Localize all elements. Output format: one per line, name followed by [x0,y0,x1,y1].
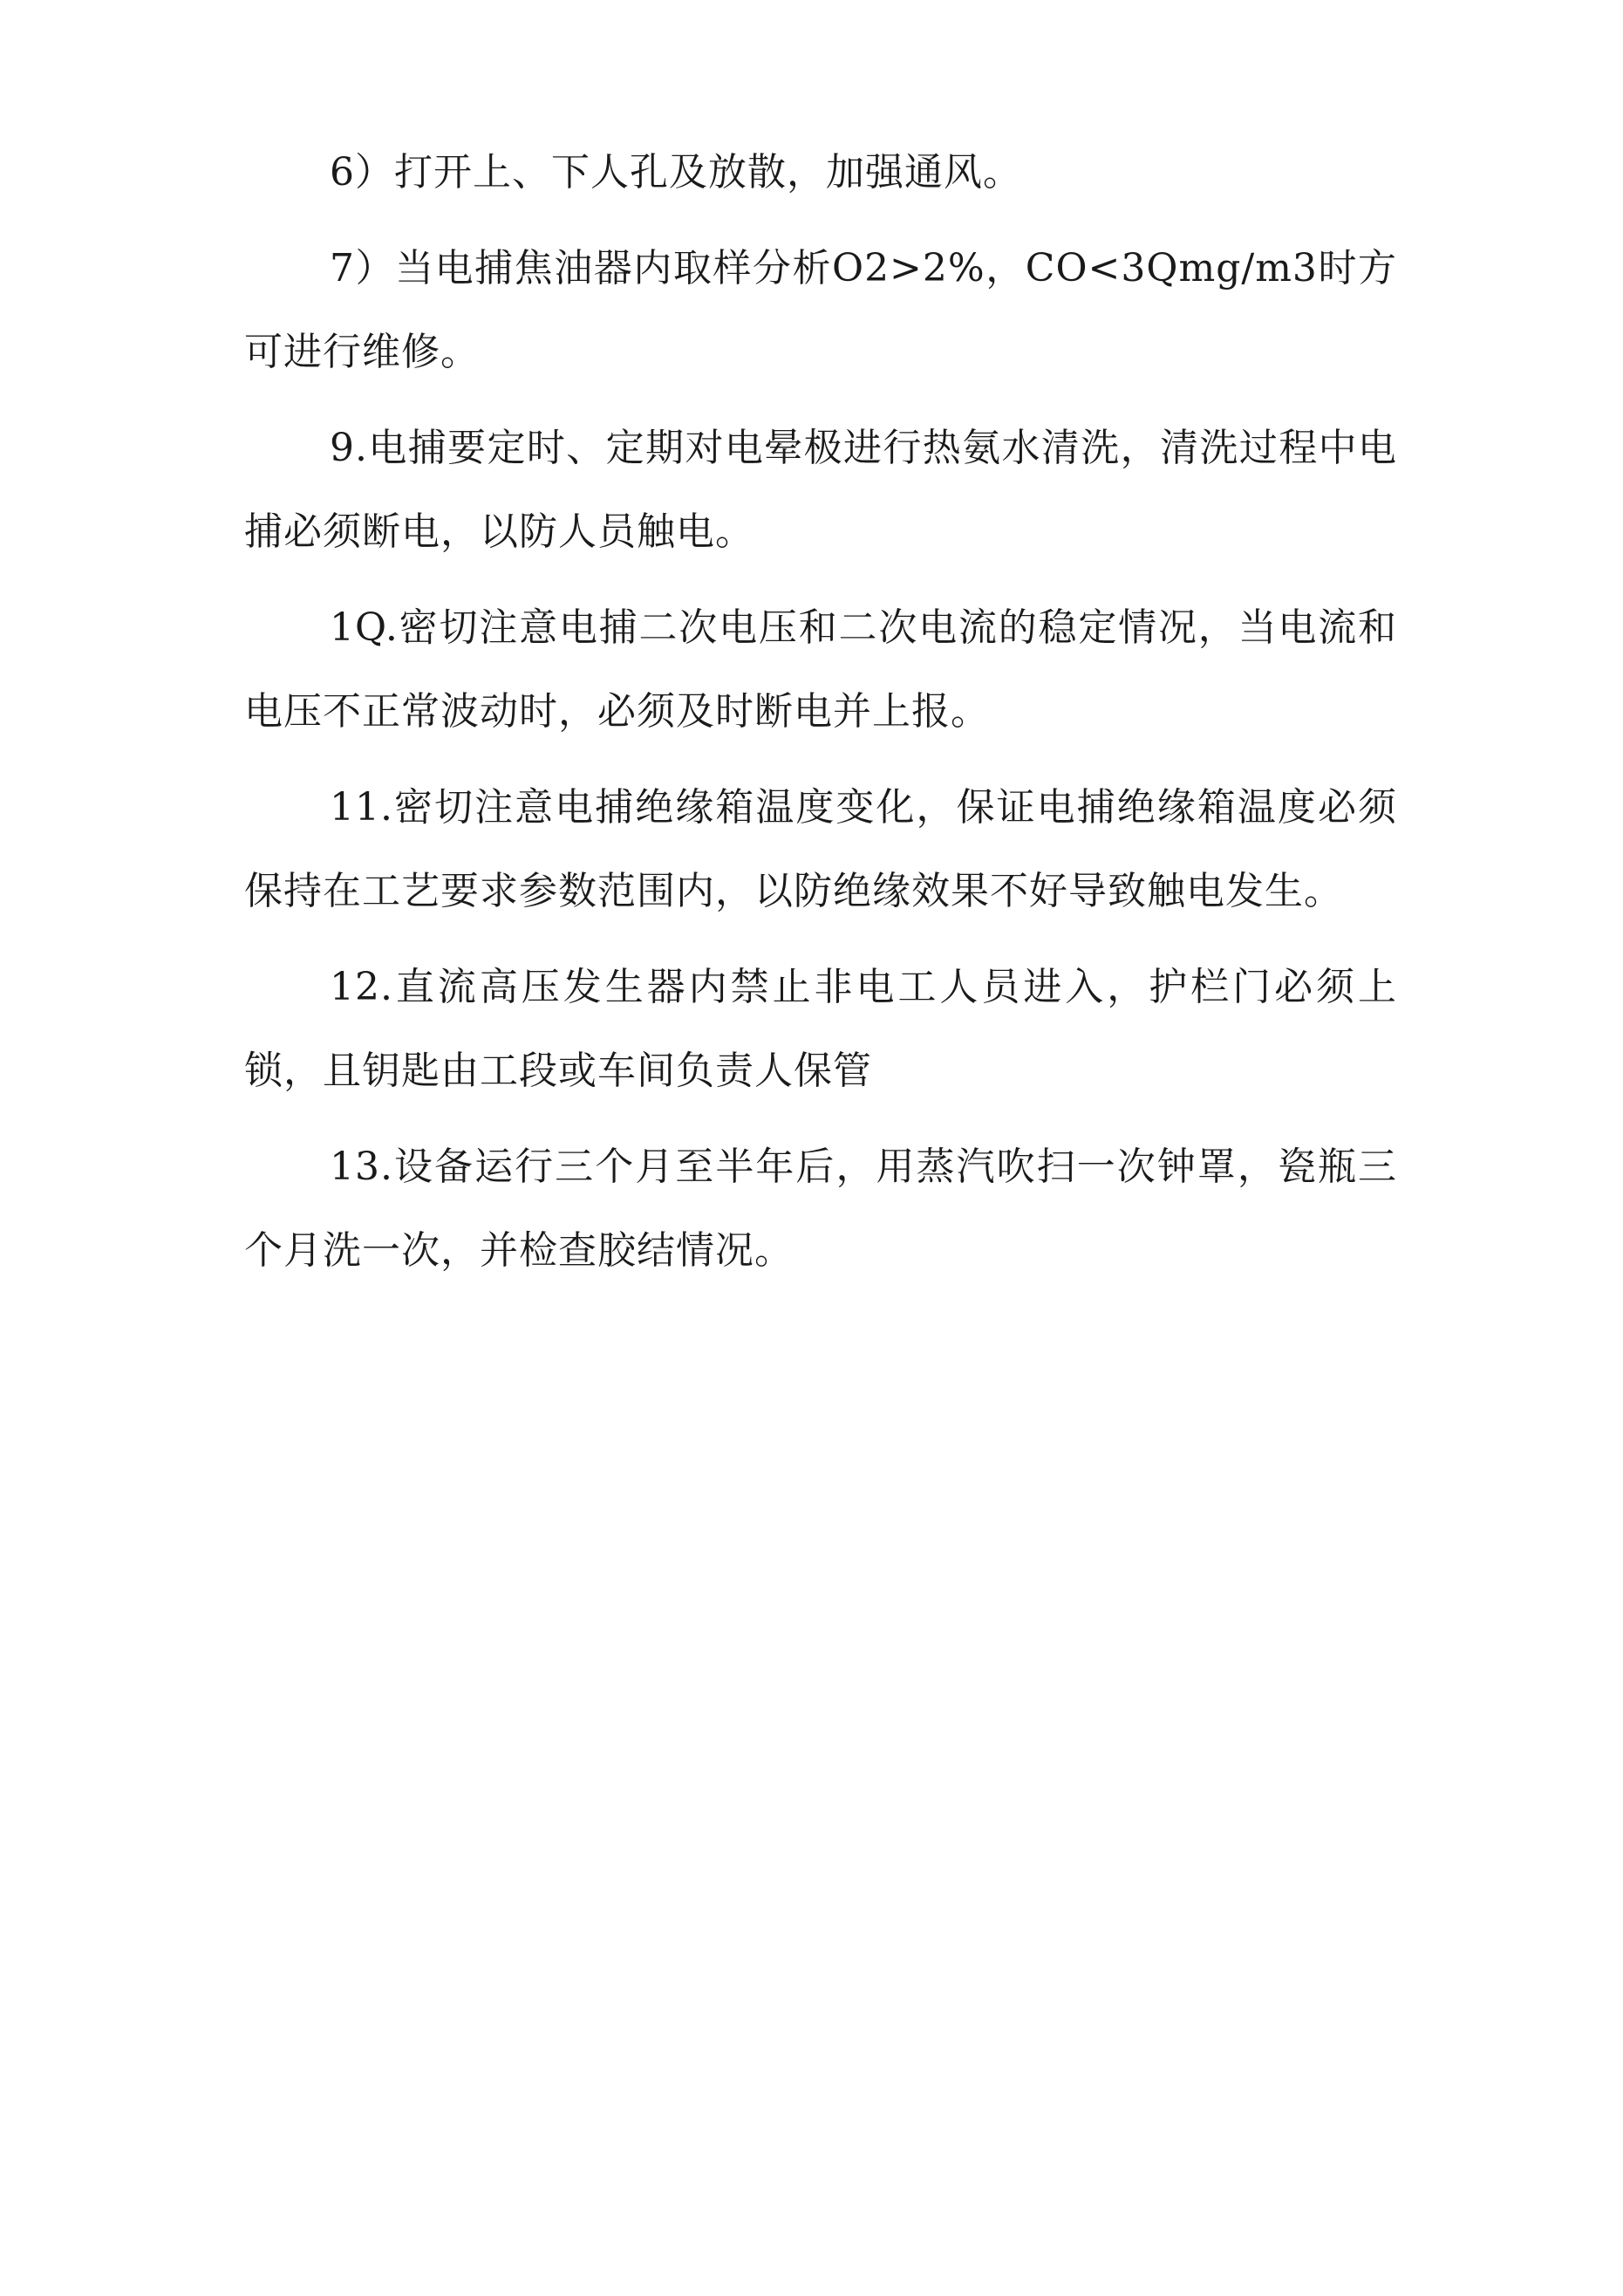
paragraph-item-11: 11.密切注意电捕绝缘箱温度变化，保证电捕绝缘箱温度必须保持在工艺要求参数范围内，以防绝缘效果不好导致触电发生。 [244,785,1397,913]
paragraph-item-13: 13.设备运行三个月至半年后，用蒸汽吹扫一次钟罩，瓷瓶三个月洗一次，并检查胶结情况。 [244,1145,1397,1273]
paragraph-step-7: 7）当电捕焦油器内取样分析O2>2%，CO<3Qmg/m3时方可进行维修。 [244,246,1397,374]
paragraph-item-9: 9.电捕要定时、定期对电晕极进行热氨水清洗，清洗过程中电捕必须断电，以防人员触电。 [244,426,1397,554]
paragraph-item-10: 1Q.密切注意电捕二次电压和二次电流的稳定情况，当电流和电压不正常波动时，必须及时断电并上报。 [244,605,1397,734]
paragraph-step-6: 6）打开上、下人孔及放散，加强通风。 [330,150,1022,195]
paragraph-item-12: 12.直流高压发生器内禁止非电工人员进入，护栏门必须上锁，且钥匙由工段或车间负责人保管 [244,965,1397,1093]
document-body [244,131,1397,1305]
